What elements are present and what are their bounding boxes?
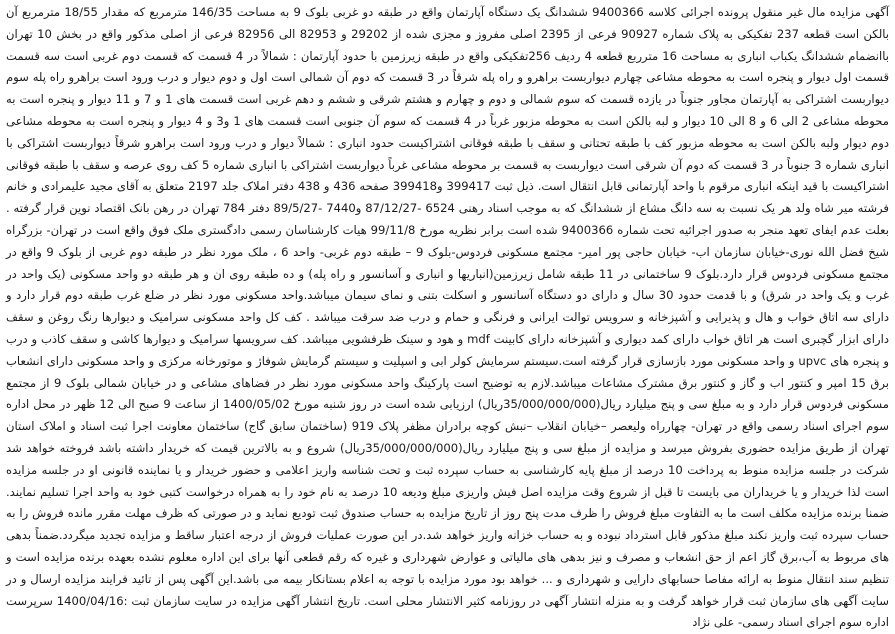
auction-notice — [6, 2, 889, 634]
auction-notice-text: آگهی مزایده مال غیر منقول پرونده اجرائی کلاسه 9400366 ششدانگ یک دستگاه آپارتمان واقع در طبقه دو غربی بلوک 9 به مساحت 146/35 مترمربع که مقدار 18/55 مترمربع آن بالکن است قطعه 237 تفکیکی به پلاک شماره 90927 فرعی از 2395 اصلی مفروز و مجزی شده از 29202 و 82953 الی 82956 فرعی از اصلی مذکور واقع در بخش 10 تهران باانضمام ششدانگ یکباب انباری به مساحت 16 مترربع قطعه 4 ردیف 256تفکیکی واقع در طبقه زیرزمین با حدود آپارتمان : شمالاً در 4 قسمت که قسمت دوم غربی است سه قسمت قسمت اول دیوار و پنجره است به محوطه مشاعی چهارم دیواربست براهرو و راه پله شرقاً در 3 قسمت که دوم آن شمالی است اول و دوم دیوار و درب ورود است براهرو راه پله سوم دیواربست اشتراکی به آپارتمان مجاور جنوباً در یازده قسمت که سوم شمالی و دوم و چهارم و هشتم شرقی و ششم و دهم غربی است قسمت های 1 و 7 و 11 دیوار و پنجره است به محوطه مشاعی 2 الی 6 و 8 الی 10 دیوار و لبه بالکن است به محوطه مزبور غرباً در 4 قسمت که سوم آن جنوبی است قسمت های 1 و3 و 4 دیوار و پنجره است به محوطه مشاعی دوم دیوار ولبه بالکن است به محوطه مزبور کف با طبقه تحتانی و سقف با طبقه فوقانی اشتراکیست حدود انباری : شمالاً دیوار و درب ورود است براهرو شرقاً دیواربست اشتراکی با انباری شماره 3 جنوباً در 3 قسمت که دوم آن شرقی است دیواربست به قسمت بر محوطه مشاعی غرباً دیواربست اشتراکی با انباری شماره 5 کف روی عرصه و سقف با طبقه فوقانی اشتراکیست با قید اینکه انباری مرقوم با واحد آپارتمانی قابل انتقال است. ذیل ثبت 399417 و399418 صفحه 436 و 438 دفتر املاک جلد 2197 متعلق به آقای مجید علیمرادی و خانم فرشته میر شاه ولد هر یک نسبت به سه دانگ مشاع از ششدانگ که به موجب اسناد رهنی 6524 -87/12/27 و7440 -89/5/27 دفتر 784 تهران در رهن بانک اقتصاد نوین قرار گرفته . بعلت عدم ایفای تعهد منجر به صدور اجرائیه تحت شماره 9400366 شده است برابر نظریه مورخ 99/11/8 هیات کارشناسان رسمی دادگستری ملک فوق واقع است در تهران- بزرگراه شیخ فضل الله نوری-خیابان سازمان اب- خیابان حاجی پور امیر- مجتمع مسکونی فردوس-بلوک 9 – طبقه دوم غربی- واحد 6 ، ملک مورد نظر در طبقه دوم غربی از بلوک 9 واقع در مجتمع مسکونی فردوس قرار دارد.بلوک 9 ساختمانی در 11 طبقه شامل زیرزمین(انباریها و انباری و آسانسور و راه پله) و ده طبقه روی ان و هر طبقه دو واحد مسکونی (یک واحد در غرب و یک واحد در شرق) و با قدمت حدود 30 سال و دارای دو دستگاه آسانسور و اسکلت بتنی و نمای سیمان میباشد.واحد مسکونی مورد نظر در ضلع غرب طبقه دوم قرار دارد و دارای سه اتاق خواب و هال و پذیرایی و آشپزخانه و سرویس توالت ایرانی و فرنگی و حمام و درب ضد سرقت میباشد . کف کل واحد مسکونی سرامیک و دیوارها رنگ روغن و سقف دارای ابزار گچبری است هر اتاق خواب دارای کمد دیواری و آشپزخانه دارای کابینت mdf و هود و سینک ظرفشویی میباشد. کف سرویسها سرامیک و دیوارها کاشی و سقف کاذب و درب و پنجره های upvc و واحد مسکونی مورد بازسازی قرار گرفته است.سیستم سرمایش کولر ابی و اسپلیت و سیستم گرمایش شوفاژ و موتورخانه مرکزی و واحد مسکونی دارای انشعاب برق 15 امپر و کنتور اب و گاز و کنتور برق مشترک مشاعات میباشد.لازم به توضیح است پارکینگ واحد مسکونی مورد نظر در فضاهای مشاعی و در خیابان شمالی بلوک 9 از مجتمع مسکونی فردوس قرار دارد و به مبلغ سی و پنج میلیارد ریال(35/000/000/000ریال) ارزیابی شده است در روز شنبه مورخ 1400/05/02 از ساعت 9 صبح الی 12 ظهر در محل اداره سوم اجرای اسناد رسمی واقع در تهران- چهارراه ولیعصر –خیابان انقلاب –نبش کوچه برادران مظفر پلاک 919 (ساختمان سابق گاج) ساختمان معاونت اجرا ثبت اسناد و املاک استان تهران از طریق مزایده حضوری بفروش میرسد و مزایده از مبلغ سی و پنج میلیارد ریال(35/000/000/000ریال) شروع و به بالاترین قیمت که خریدار داشته باشد فروخته خواهد شد شرکت در جلسه مزایده منوط به پرداخت 10 درصد از مبلغ پایه کارشناسی به حساب سپرده ثبت و تحت شناسه واریز اعلامی و حضور خریدار و یا نماینده قانونی او در جلسه مزایده است لذا خریدار و یا خریداران می بایست تا قبل از شروع وقت مزایده اصل فیش واریزی مبلغ ودیعه 10 درصد به نام خود را به همراه درخواست کتبی خود به واحد اجرا تسلیم نمایند. ضمنا برنده مزایده مکلف است ما به التفاوت مبلغ فروش را ظرف مدت پنج روز از تاریخ مزایده به حساب صندوق ثبت تودیع نماید و در صورتی که ظرف مهلت مقرر مانده فروش را به حساب سپرده ثبت واریز نکند مبلغ مذکور قابل استرداد نبوده و به حساب خزانه واریز خواهد شد.در این صورت عملیات فروش از درجه اعتبار ساقط و مزایده تجدید میگردد.ضمناً بدهی های مربوط به آب،برق گاز اعم از حق انشعاب و مصرف و نیز بدهی های مالیاتی و عوارض شهرداری و غیره که رقم قطعی آنها برای این اداره معلوم نشده بعهده برنده مزایده است و تنظیم سند انتقال منوط به ارائه مفاصا حسابهای دارایی و شهرداری و ... خواهد بود مورد مزایده با توجه به اعلام بستانکار بیمه می باشد.این آگهی پس از تائید فرایند مزایده ارسال و در سایت آگهی های سازمان ثبت قرار خواهد گرفت و به منزله انتشار آگهی در روزنامه کثیر الانتشار محلی است. تاریخ انتشار آگهی مزایده در سایت سازمان ثبت :1400/04/16 سرپرست اداره سوم اجرای اسناد رسمی- علی نژاد — [6, 5, 890, 630]
